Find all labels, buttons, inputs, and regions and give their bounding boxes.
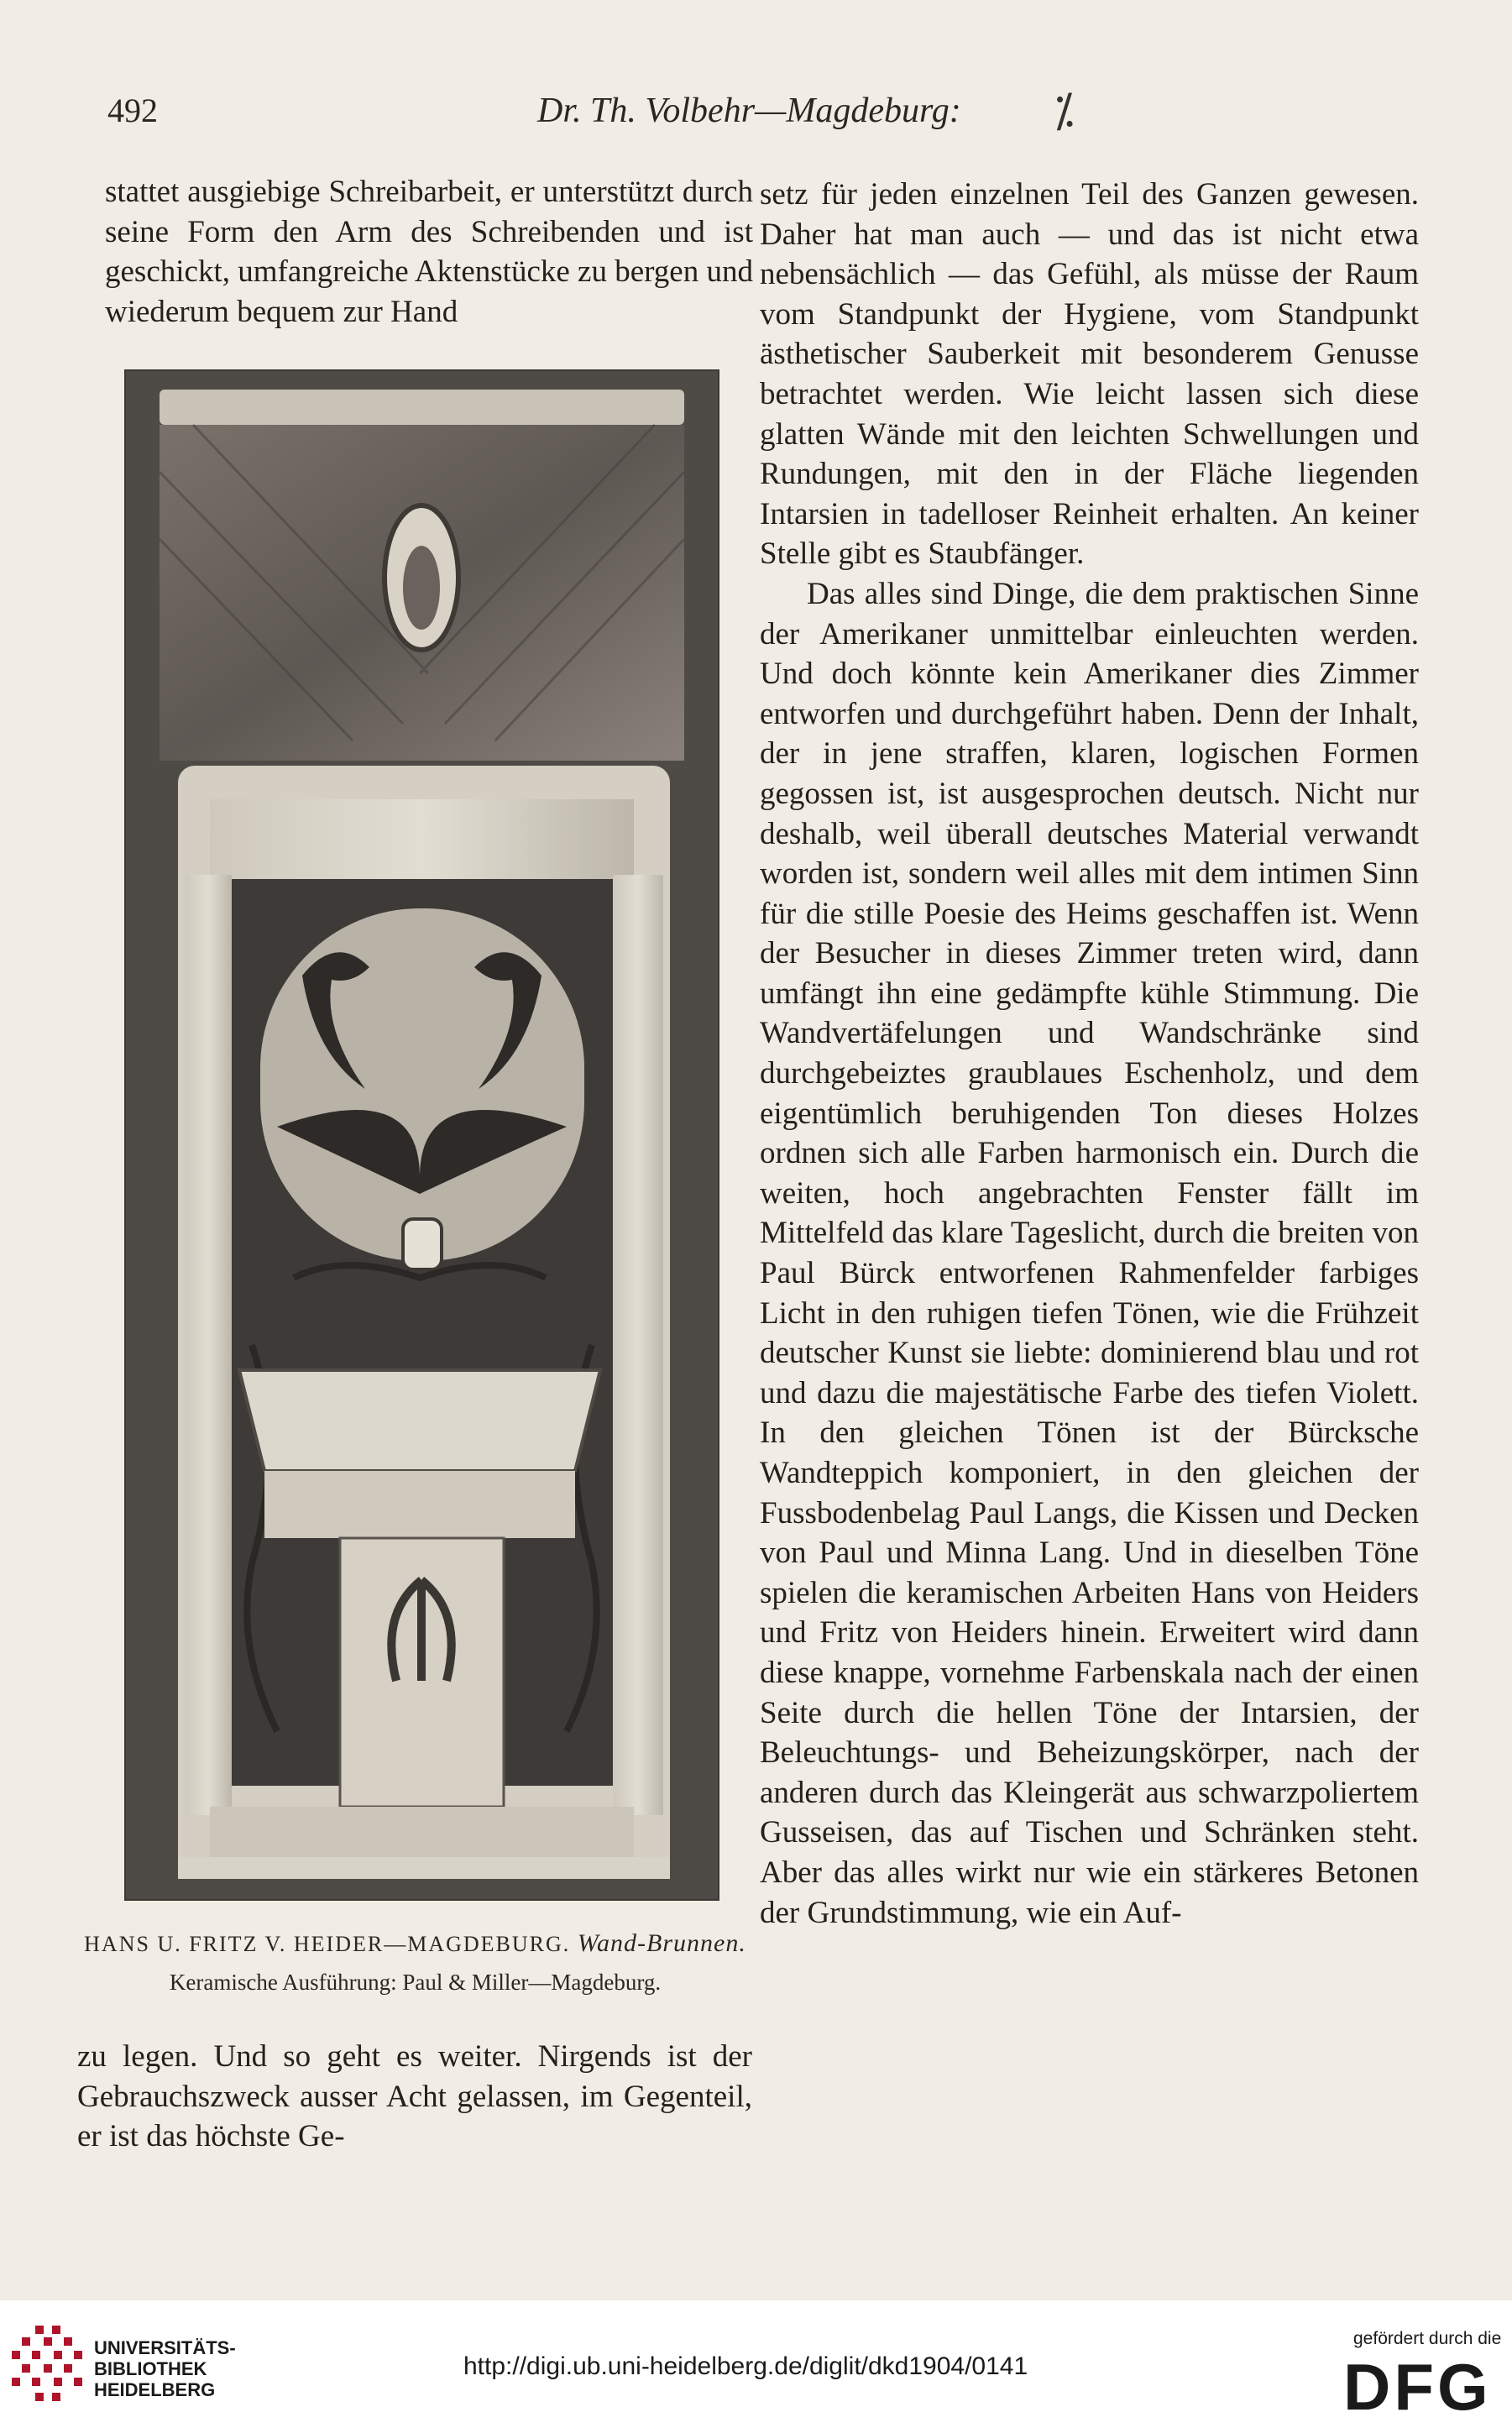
figure-caption-line1 <box>77 1929 753 1958</box>
paragraph: zu legen. Und so geht es weiter. Nirgends ist der Gebrauchszweck ausser Acht gelassen, im Gegenteil, er ist das höchste Ge- <box>77 2039 752 2154</box>
left-column-top <box>105 172 753 332</box>
library-name-line: BIBLIOTHEK <box>94 2358 207 2379</box>
university-seal-icon <box>10 2326 84 2405</box>
page-number: 492 <box>107 92 158 129</box>
library-name-line: HEIDELBERG <box>94 2379 216 2400</box>
fountain-illustration <box>126 371 718 1899</box>
digitization-footer <box>0 2300 1512 2428</box>
dfg-logo: DFG <box>1343 2350 1492 2424</box>
paragraph: stattet ausgiebige Schreibarbeit, er unterstützt durch seine Form den Arm des Schreibenden und ist geschickt, umfangreiche Aktenstücke zu bergen und wiederum bequem zur Hand <box>105 175 753 329</box>
funded-by-label: gefördert durch die <box>1353 2329 1502 2348</box>
paragraph: Das alles sind Dinge, die dem praktischen Sinne der Amerikaner unmittelbar einleuchten werden. Und doch könnte kein Amerikaner dies Zimmer entworfen und durchgeführt haben. Denn der Inhalt, der in jene straffen, klaren, logischen Formen gegossen ist, ist ausgesprochen deutsch. Nicht nur deshalb, weil überall deutsches Material verwandt worden ist, sondern weil alles mit dem intimen Sinn für die stille Poesie des Heims geschaffen ist. Wenn der Besucher in dieses Zimmer treten wird, dann umfängt ihn eine gedämpfte kühle Stimmung. Die Wandvertäfelungen und Wandschränke sind durchgebeiztes graublaues Eschenholz, und dem eigentümlich beruhigenden Ton dieses Holzes ordnen sich alle Farben harmonisch ein. Durch die weiten, hoch angebrachten Fenster fällt im Mittelfeld das klare Tageslicht, durch die breiten von Paul Bürck entworfenen Rahmenfelder farbiges Licht in den ruhigen tiefen Tönen, wie die Frühzeit deutscher Kunst sie liebte: dominierend blau und rot und dazu die majestätische Farbe des tiefen Violett. In den gleichen Tönen ist der Bürcksche Wandteppich komponiert, in den gleichen der Fussbodenbelag Paul Langs, die Kissen und Decken von Paul und Minna Lang. Und in dieselben Töne spielen die keramischen Arbeiten Hans von Heiders und Fritz von Heiders hinein. Erweitert wird dann diese knappe, vornehme Farbenskala nach der einen Seite durch die hellen Töne der Intarsien, der Beleuchtungs- und Beheizungskörper, nach der anderen durch das Kleingerät aus schwarzpoliertem Gusseisen, das auf Tischen und Schränken steht. Aber das alles wirkt nur wie ein stärkeres Betonen der Grundstimmung, wie ein Auf- <box>760 576 1419 1930</box>
figure-caption-line2: Keramische Ausführung: Paul & Miller—Magdeburg. <box>169 1970 662 1995</box>
right-column <box>760 175 1419 1933</box>
library-name <box>94 2337 236 2400</box>
caption-title: Wand-Brunnen. <box>577 1929 746 1957</box>
library-name-line: UNIVERSITÄTS- <box>94 2337 236 2358</box>
paragraph: setz für jeden einzelnen Teil des Ganzen gewesen. Daher hat man auch — und das ist nicht etwa nebensächlich — das Gefühl, als müsse der Raum vom Standpunkt der Hygiene, vom Standpunkt ästhetischer Sauberkeit mit besonderem Genusse betrachtet werden. Wie leicht lassen sich diese glatten Wände mit den leichten Schwellungen und Rundungen, mit den in der Fläche liegenden Intarsien in tadelloser Reinheit erhalten. An keiner Stelle gibt es Staubfänger. <box>760 177 1419 572</box>
caption-names: HANS U. FRITZ V. HEIDER—MAGDEBURG. <box>84 1932 571 1956</box>
handwritten-mark: ⁒ <box>1054 86 1075 136</box>
left-column-bottom <box>77 2037 752 2157</box>
running-title: Dr. Th. Volbehr—Magdeburg: <box>537 92 961 130</box>
permalink-url[interactable]: http://digi.ub.uni-heidelberg.de/diglit/dkd1904/0141 <box>463 2352 1028 2380</box>
wall-fountain-photo <box>124 369 719 1901</box>
